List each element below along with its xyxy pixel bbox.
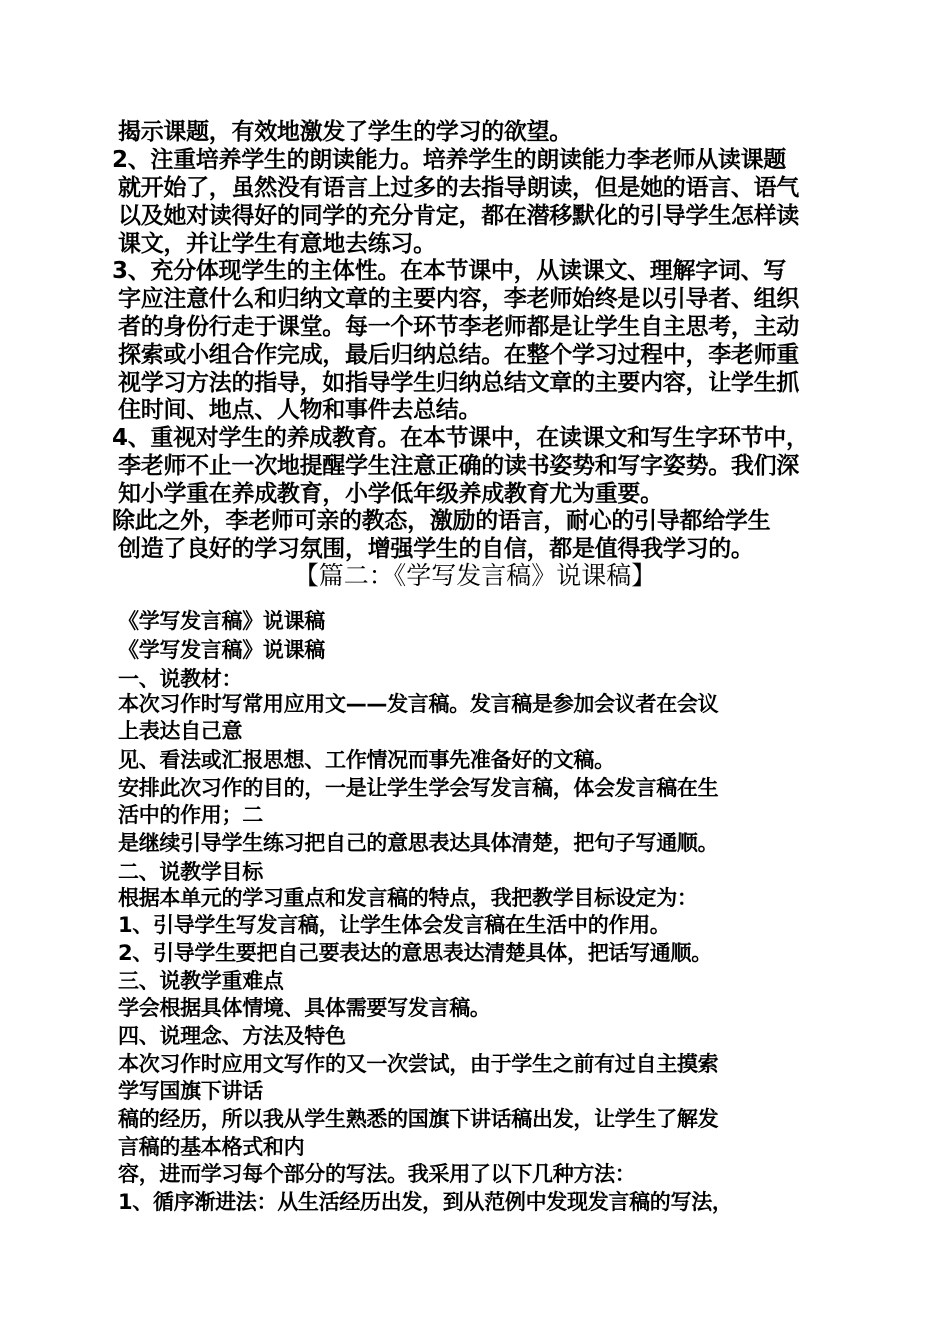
- text-line: 字应注意什么和归纳文章的主要内容，李老师始终是以引导者、组织: [118, 286, 800, 312]
- text-line: 四、说理念、方法及特色: [118, 1024, 346, 1048]
- text-line: 1、循序渐进法：从生活经历出发，到从范例中发现发言稿的写法，: [118, 1190, 733, 1214]
- text-line: 创造了良好的学习氛围，增强学生的自信，都是值得我学习的。: [118, 536, 754, 562]
- text-line: 本次习作时写常用应用文——发言稿。发言稿是参加会议者在会议: [118, 692, 719, 716]
- text-line: 以及她对读得好的同学的充分肯定，都在潜移默化的引导学生怎样读: [118, 203, 800, 229]
- text-line: 上表达自己意: [118, 719, 243, 743]
- text-line: 本次习作时应用文写作的又一次尝试，由于学生之前有过自主摸索: [118, 1052, 719, 1076]
- text-line: 1、引导学生写发言稿，让学生体会发言稿在生活中的作用。: [118, 913, 671, 937]
- text-line: 知小学重在养成教育，小学低年级养成教育尤为重要。: [118, 481, 663, 507]
- text-line: 课文，并让学生有意地去练习。: [118, 231, 436, 257]
- text-line: 住时间、地点、人物和事件去总结。: [118, 397, 482, 423]
- text-line: 者的身份行走于课堂。每一个环节李老师都是让学生自主思考，主动: [118, 314, 800, 340]
- text-line: 根据本单元的学习重点和发言稿的特点，我把教学目标设定为：: [118, 886, 698, 910]
- text-line: 学会根据具体情境、具体需要写发言稿。: [118, 996, 491, 1020]
- text-line: 《学写发言稿》说课稿: [118, 609, 325, 633]
- text-line: 见、看法或汇报思想、工作情况而事先准备好的文稿。: [118, 748, 615, 772]
- text-line: 探索或小组合作完成，最后归纳总结。在整个学习过程中，李老师重: [118, 342, 800, 368]
- text-line: 容，进而学习每个部分的写法。我采用了以下几种方法：: [118, 1162, 636, 1186]
- text-line: 言稿的基本格式和内: [118, 1135, 305, 1159]
- text-line: 2、引导学生要把自己要表达的意思表达清楚具体，把话写通顺。: [118, 941, 712, 965]
- text-line: 二、说教学目标: [118, 860, 263, 884]
- text-line: 4、重视对学生的养成教育。在本节课中，在读课文和写生字环节中，: [112, 425, 809, 451]
- text-line: 活中的作用；二: [118, 803, 263, 827]
- text-line: 揭示课题，有效地激发了学生的学习的欲望。: [118, 119, 573, 145]
- text-line: 是继续引导学生练习把自己的意思表达具体清楚，把句子写通顺。: [118, 831, 719, 855]
- text-line: 《学写发言稿》说课稿: [118, 638, 325, 662]
- text-line: 三、说教学重难点: [118, 969, 284, 993]
- text-line: 就开始了，虽然没有语言上过多的去指导朗读，但是她的语言、语气: [118, 175, 800, 201]
- text-line: 2、注重培养学生的朗读能力。培养学生的朗读能力李老师从读课题: [112, 147, 787, 173]
- text-line: 学写国旗下讲话: [118, 1079, 263, 1103]
- text-line: 视学习方法的指导，如指导学生归纳总结文章的主要内容，让学生抓: [118, 370, 800, 396]
- text-line: 李老师不止一次地提醒学生注意正确的读书姿势和写字姿势。我们深: [118, 453, 800, 479]
- text-line: 稿的经历，所以我从学生熟悉的国旗下讲话稿出发，让学生了解发: [118, 1107, 719, 1131]
- text-line: 3、充分体现学生的主体性。在本节课中，从读课文、理解字词、写: [112, 258, 787, 284]
- text-line: 一、说教材：: [118, 667, 243, 691]
- text-line: 安排此次习作的目的，一是让学生学会写发言稿，体会发言稿在生: [118, 776, 719, 800]
- text-line: 除此之外，李老师可亲的教态，激励的语言，耐心的引导都给学生: [112, 508, 771, 534]
- section-heading: 【篇二：《学写发言稿》说课稿】: [293, 561, 657, 590]
